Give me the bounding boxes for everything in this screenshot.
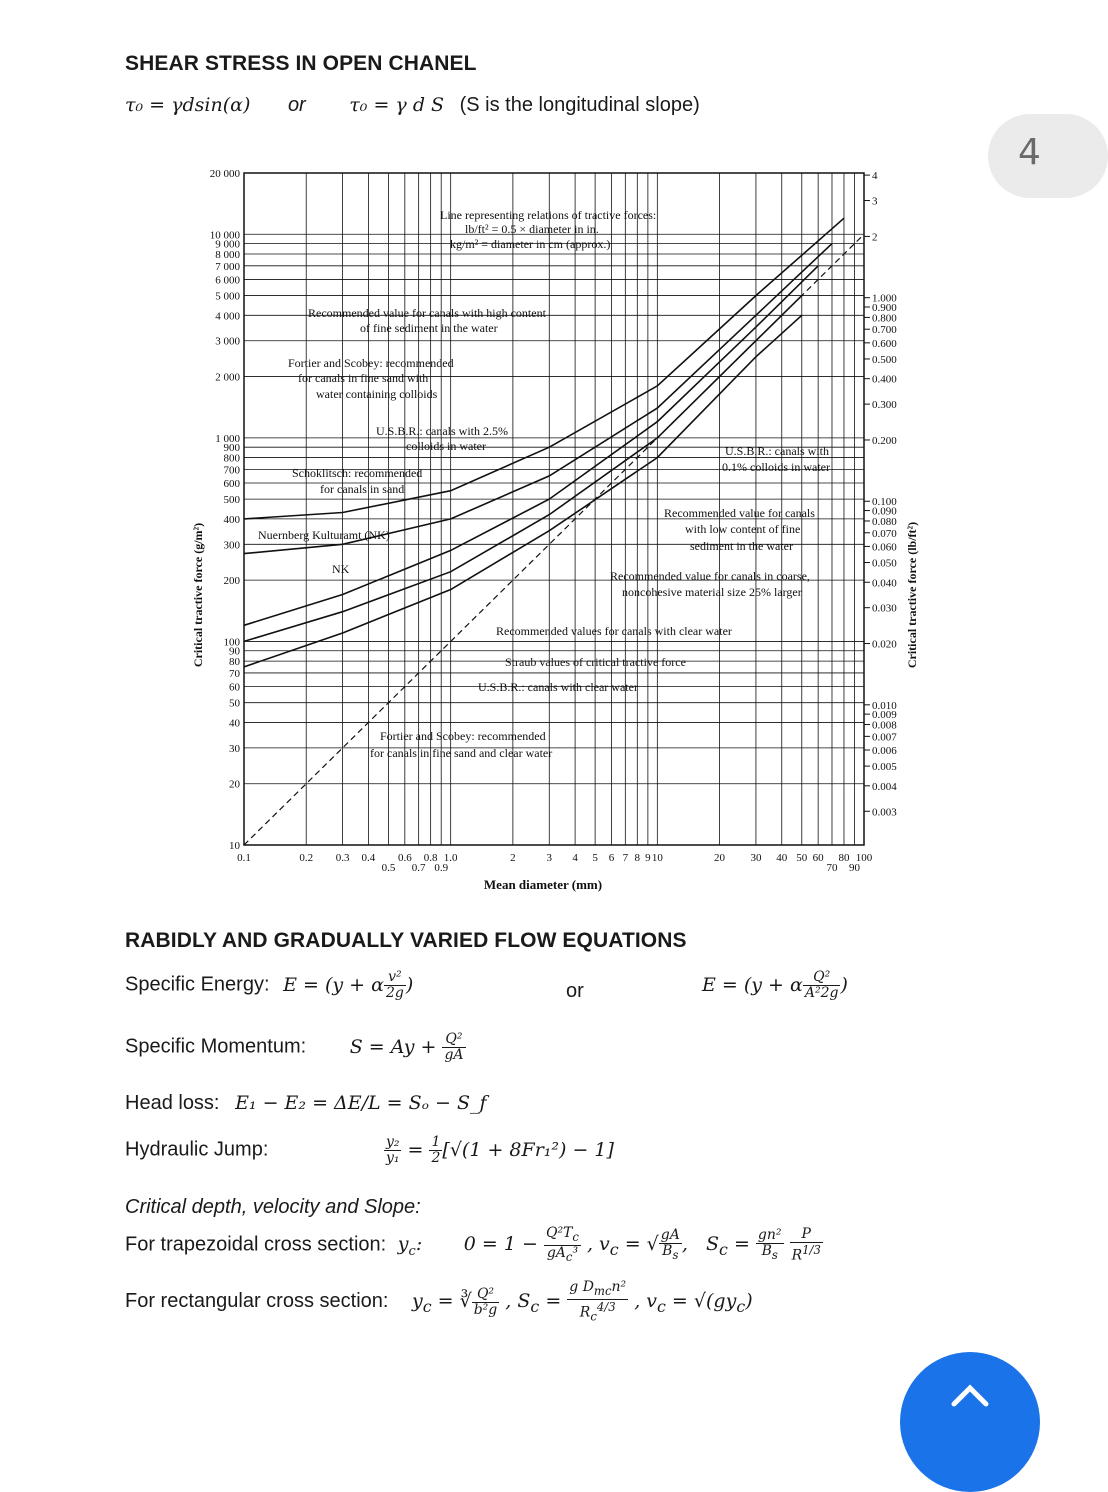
chart-annotation: lb/ft² = 0.5 × diameter in in. xyxy=(465,222,599,236)
y-tick-label-left: 80 xyxy=(229,656,240,669)
x-tick-label: 80 xyxy=(838,852,850,864)
y-tick-label-left: 20 000 xyxy=(209,168,240,180)
x-tick-label: 10 xyxy=(651,852,663,864)
x-tick-label: 70 xyxy=(826,862,838,874)
y-tick-label-left: 600 xyxy=(223,478,240,491)
x-tick-label: 0.9 xyxy=(434,862,449,874)
chart-annotation: for canals in sand xyxy=(320,482,405,496)
chart-annotation: sediment in the water xyxy=(690,539,793,553)
x-tick-label: 90 xyxy=(849,862,861,874)
chart-ticks xyxy=(210,168,898,874)
shear-equation-line xyxy=(125,94,700,117)
y-tick-label-left: 700 xyxy=(223,464,240,477)
chart-annotation: Schoklitsch: recommended xyxy=(292,466,423,480)
x-tick-label: 2 xyxy=(510,852,516,864)
y-tick-label-left: 90 xyxy=(229,645,240,658)
y-tick-label-right: 0.070 xyxy=(872,527,897,540)
hydraulic-jump-label: Hydraulic Jump: xyxy=(125,1138,269,1161)
y-tick-label-left: 60 xyxy=(229,681,240,694)
y-tick-label-right: 0.010 xyxy=(872,699,897,712)
critical-label: Critical depth, velocity and Slope xyxy=(125,1196,416,1218)
y-tick-label-left: 400 xyxy=(223,513,240,526)
y-tick-label-right: 0.006 xyxy=(872,744,897,757)
x-tick-label: 0.6 xyxy=(397,852,412,864)
y-tick-label-left: 300 xyxy=(223,539,240,552)
shear-eq-sin: τ₀ = γdsin(α) xyxy=(125,94,251,116)
chart-annotation: Recommended value for canals with high content xyxy=(308,306,546,320)
y-tick-label-right: 0.009 xyxy=(872,709,897,722)
chart-annotation: Recommended values for canals with clear water xyxy=(496,624,732,638)
y-tick-label-right: 0.800 xyxy=(872,312,897,325)
section-title-flow: RABIDLY AND GRADUALLY VARIED FLOW EQUATIONS xyxy=(125,929,687,952)
y-tick-label-right: 4 xyxy=(872,170,878,183)
x-tick-label: 6 xyxy=(608,852,615,864)
y-tick-label-left: 7 000 xyxy=(215,260,240,273)
specific-momentum-eq: S = Ay + $\frac{\text{Q²}}{gA}$ xyxy=(349,1031,464,1063)
y-tick-label-right: 0.007 xyxy=(872,731,897,744)
x-tick-label: 5 xyxy=(592,852,598,864)
x-tick-label: 20 xyxy=(714,852,726,864)
y-tick-label-left: 800 xyxy=(223,452,240,465)
y-tick-label-left: 10 xyxy=(229,840,240,852)
scroll-to-top-button[interactable] xyxy=(900,1352,1040,1492)
or-text-2: or xyxy=(566,980,584,1002)
specific-energy-eq2: E = (y + α $\frac{\text{Q²}}{\text{A²2g}}$ ) xyxy=(702,969,848,1001)
y-tick-label-left: 100 xyxy=(223,636,240,649)
x-tick-label: 3 xyxy=(546,852,553,864)
x-tick-label: 0.1 xyxy=(237,852,251,864)
y-tick-label-right: 0.200 xyxy=(872,434,897,447)
hydraulic-jump-eq: $\frac{\text{y₂}}{\text{y₁}}$ = $\frac{1}{2}$ [√(1 + 8Fr₁²) − 1] xyxy=(385,1134,614,1166)
rectangular-eq: $y_c$ = ∛ $\frac{\text{Q²}}{\text{b²g}}$ , $S_c$ = $\frac{g D_{mc}n^2}{R_c^{4/3}}$ , $v_c = √(gy_c)$ xyxy=(412,1279,753,1324)
rectangular-line xyxy=(125,1280,753,1324)
chart-annotation: water containing colloids xyxy=(316,387,438,401)
page-number: 4 xyxy=(1018,132,1041,173)
head-loss-line xyxy=(125,1092,487,1115)
chart-annotation: Nuernberg Kulturamt (NK) xyxy=(258,528,390,542)
trapezoidal-label: For trapezoidal cross section: xyxy=(125,1233,387,1256)
x-tick-label: 30 xyxy=(750,852,762,864)
y-tick-label-right: 0.500 xyxy=(872,353,897,366)
specific-energy-eq1: E = (y + α $\frac{\text{v²}}{2g}$ ) xyxy=(283,969,414,1001)
y-tick-label-right: 0.050 xyxy=(872,557,897,570)
y-tick-label-left: 20 xyxy=(229,778,240,791)
hydraulic-jump-line xyxy=(125,1135,614,1166)
chart-annotation: U.S.B.R.: canals with 2.5% xyxy=(376,424,508,438)
chart-annotation: colloids in water xyxy=(406,439,486,453)
y-tick-label-left: 2 000 xyxy=(215,371,240,384)
y-tick-label-left: 70 xyxy=(229,667,240,680)
chart-annotation: NK xyxy=(332,562,350,576)
y-tick-label-right: 0.100 xyxy=(872,496,897,509)
y-tick-label-right: 0.700 xyxy=(872,324,897,337)
y-tick-label-right: 0.400 xyxy=(872,373,897,386)
head-loss-eq: E₁ − E₂ = ΔE/L = Sₒ − S_f xyxy=(235,1092,487,1114)
x-tick-label: 7 xyxy=(622,852,629,864)
y-tick-label-left: 4 000 xyxy=(215,310,240,323)
chart-annotation: with low content of fine xyxy=(685,522,801,536)
y-tick-label-left: 500 xyxy=(223,494,240,507)
y-tick-label-left: 10 000 xyxy=(209,229,240,242)
y-tick-label-left: 30 xyxy=(229,742,240,755)
y-tick-label-left: 8 000 xyxy=(215,249,240,262)
chart-annotations xyxy=(258,208,830,760)
x-tick-label: 50 xyxy=(796,852,808,864)
y-tick-label-right: 0.090 xyxy=(872,505,897,518)
x-tick-label: 4 xyxy=(572,852,578,864)
y-tick-label-right: 0.900 xyxy=(872,301,897,314)
y-tick-label-left: 6 000 xyxy=(215,274,240,287)
trapezoidal-eq: 0 = 1 − $\frac{Q^2T_c}{gA_c^3}$ , $v_c$ = √ $\frac{gA}{B_s}$ , $S_c$ = $\frac{\text{gn²}}{B_s}$ $\frac{P}{R^{1/3}}$ xyxy=(463,1225,821,1264)
specific-momentum-line xyxy=(125,1032,466,1063)
x-tick-label: 0.7 xyxy=(411,862,426,874)
y-tick-label-right: 0.004 xyxy=(872,780,897,793)
chart-annotation: of fine sediment in the water xyxy=(360,321,498,335)
y-tick-label-left: 40 xyxy=(229,717,240,730)
y-tick-label-left: 900 xyxy=(223,442,240,455)
chart-annotation: Straub values of critical tractive force xyxy=(505,655,686,669)
x-tick-label: 0.8 xyxy=(423,852,438,864)
chart-annotation: Fortier and Scobey: recommended xyxy=(288,356,454,370)
y-tick-label-left: 9 000 xyxy=(215,238,240,251)
chart-annotation: kg/m² = diameter in cm (approx.) xyxy=(450,237,611,251)
x-tick-label: 1.0 xyxy=(443,852,458,864)
y-tick-label-right: 0.040 xyxy=(872,577,897,590)
y-tick-label-right: 1.000 xyxy=(872,292,897,305)
x-tick-label: 0.2 xyxy=(299,852,314,864)
y-tick-label-right: 0.008 xyxy=(872,719,897,732)
chart-annotation: U.S.B.R.: canals with clear water xyxy=(478,680,638,694)
x-tick-label: 8 xyxy=(634,852,641,864)
y-tick-label-left: 5 000 xyxy=(215,290,240,303)
y-axis-right-label: Critical tractive force (lb/ft²) xyxy=(905,521,919,669)
x-tick-label: 100 xyxy=(855,852,873,864)
specific-energy-line xyxy=(125,970,413,1001)
chart-annotation: 0.1% colloids in water xyxy=(722,460,830,474)
y-tick-label-right: 0.003 xyxy=(872,806,897,819)
y-tick-label-right: 0.600 xyxy=(872,337,897,350)
y-tick-label-left: 3 000 xyxy=(215,335,240,348)
y-axis-left-label: Critical tractive force (g/m²) xyxy=(191,522,205,668)
chart-annotation: Fortier and Scobey: recommended xyxy=(380,729,546,743)
page-number-badge xyxy=(988,114,1108,198)
x-tick-label: 9 xyxy=(645,852,651,864)
or-text: or xyxy=(287,94,306,116)
chart-annotation: Recommended value for canals xyxy=(664,506,815,520)
y-tick-label-right: 2 xyxy=(872,231,878,244)
chart-annotation: noncohesive material size 25% larger xyxy=(622,585,802,599)
shear-eq-slope: τ₀ = γ d S xyxy=(349,94,445,116)
x-axis-label: Mean diameter (mm) xyxy=(483,877,603,892)
y-tick-label-left: 1 000 xyxy=(215,432,240,445)
chart-annotation: U.S.B.R.: canals with xyxy=(725,444,829,458)
y-tick-label-right: 0.030 xyxy=(872,602,897,615)
rectangular-label: For rectangular cross section: xyxy=(125,1290,389,1313)
y-tick-label-left: 50 xyxy=(229,697,240,710)
x-tick-label: 0.4 xyxy=(361,852,376,864)
y-tick-label-right: 3 xyxy=(872,195,878,208)
chevron-up-icon xyxy=(950,1378,990,1408)
trapezoidal-line: For trapezoidal cross section: $y_c$: 0 = 1 − $\frac{Q^2T_c}{gA_c^3}$ , $v_c$ = √ $\frac{gA}{B_s}$ , $S_c$ = $\frac{\text{gn²}}{B_s}$ $\frac{P}{R^{1/3}}$ xyxy=(125,1225,821,1264)
chart-annotation: Line representing relations of tractive forces: xyxy=(440,208,657,222)
y-tick-label-right: 0.020 xyxy=(872,638,897,651)
slope-note: (S is the longitudinal slope) xyxy=(459,94,700,116)
x-tick-label: 0.5 xyxy=(381,862,396,874)
chart-annotation: for canals in fine sand and clear water xyxy=(370,746,553,760)
specific-energy-label: Specific Energy: xyxy=(125,973,270,996)
y-tick-label-right: 0.060 xyxy=(872,541,897,554)
chart-annotation: for canals in fine sand with xyxy=(298,371,429,385)
trapezoidal-sym: y xyxy=(397,1233,409,1256)
y-tick-label-right: 0.300 xyxy=(872,399,897,412)
x-tick-label: 0.3 xyxy=(335,852,350,864)
tractive-force-chart xyxy=(180,155,919,895)
head-loss-label: Head loss: xyxy=(125,1092,220,1114)
y-tick-label-right: 0.080 xyxy=(872,515,897,528)
trapezoidal-sub: c xyxy=(408,1244,416,1260)
section-title-shear: SHEAR STRESS IN OPEN CHANEL xyxy=(125,52,477,75)
x-tick-label: 40 xyxy=(776,852,788,864)
chart-annotation: Recommended value for canals in coarse, xyxy=(610,569,810,583)
y-tick-label-right: 0.005 xyxy=(872,761,897,774)
critical-line: Critical depth, velocity and Slope: xyxy=(125,1196,421,1218)
y-tick-label-left: 200 xyxy=(223,575,240,588)
x-tick-label: 60 xyxy=(812,852,824,864)
specific-momentum-label: Specific Momentum: xyxy=(125,1035,307,1058)
